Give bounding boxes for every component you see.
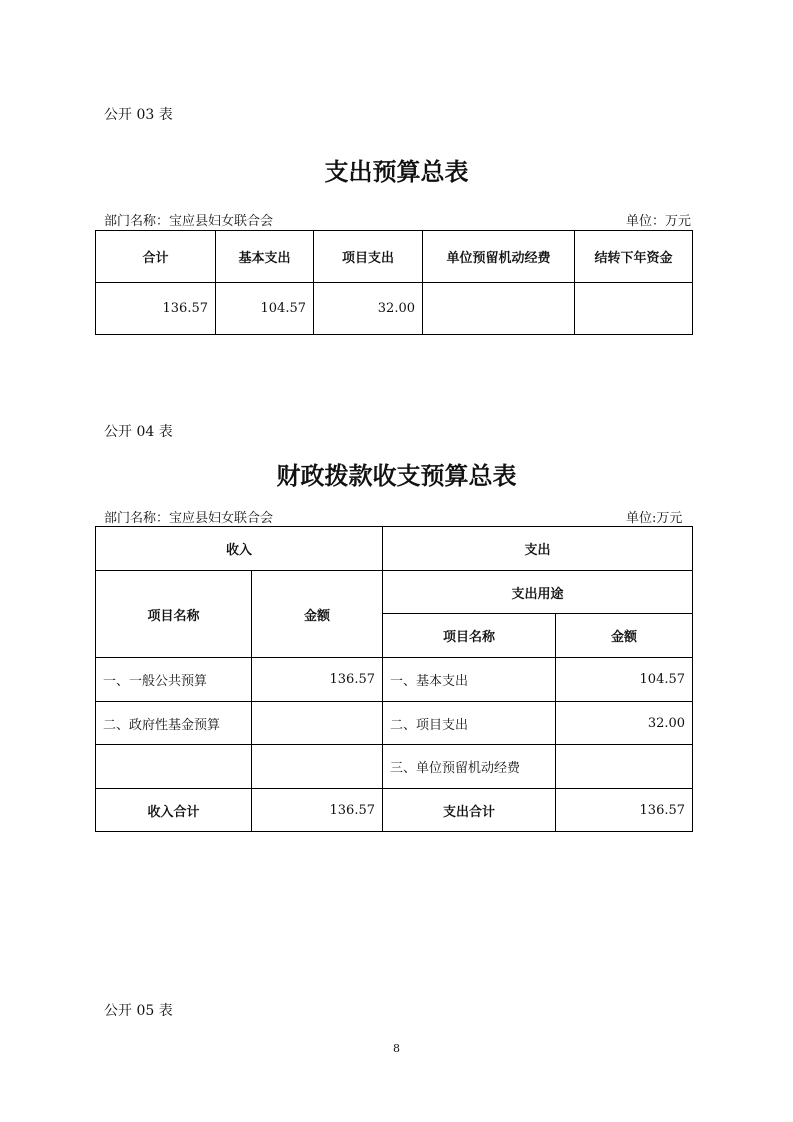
- expense-amount: [556, 745, 693, 789]
- expense-item-name-header: 项目名称: [383, 614, 556, 658]
- income-total-amount: 136.57: [252, 789, 383, 832]
- header-basic-expense: 基本支出: [216, 231, 314, 283]
- income-item-name: 一、一般公共预算: [96, 658, 252, 702]
- header-carryover-fund: 结转下年资金: [575, 231, 693, 283]
- expense-use-header: 支出用途: [383, 571, 693, 614]
- value-basic-expense: 104.57: [216, 283, 314, 335]
- table-row: [96, 702, 693, 745]
- dept-name-03: 部门名称：宝应县妇女联合会: [104, 214, 274, 229]
- income-total-label: 收入合计: [96, 789, 252, 832]
- expense-item-name: 一、基本支出: [383, 658, 556, 702]
- value-reserved-fund: [423, 283, 575, 335]
- expense-item-name: 二、项目支出: [383, 702, 556, 745]
- fiscal-budget-table: [95, 526, 693, 832]
- income-item-name: [96, 745, 252, 789]
- header-project-expense: 项目支出: [314, 231, 423, 283]
- unit-04: 单位:万元: [626, 511, 683, 526]
- unit-03: 单位：万元: [626, 214, 692, 229]
- expense-amount: 32.00: [556, 702, 693, 745]
- expense-amount-header: 金额: [556, 614, 693, 658]
- table-row: [96, 658, 693, 702]
- value-carryover-fund: [575, 283, 693, 335]
- fiscal-budget-title: 财政拨款收支预算总表: [276, 461, 517, 490]
- income-amount: [252, 702, 383, 745]
- expense-header: 支出: [383, 527, 693, 571]
- income-item-name-header: 项目名称: [96, 571, 252, 658]
- expenditure-budget-title: 支出预算总表: [324, 157, 469, 186]
- expense-item-name: 三、单位预留机动经费: [383, 745, 556, 789]
- table-code-05: 公开 05 表: [104, 1003, 173, 1019]
- expenditure-budget-table: [95, 230, 693, 335]
- value-project-expense: 32.00: [314, 283, 423, 335]
- income-item-name: 二、政府性基金预算: [96, 702, 252, 745]
- header-reserved-fund: 单位预留机动经费: [423, 231, 575, 283]
- dept-name-04: 部门名称：宝应县妇女联合会: [104, 511, 274, 526]
- header-total: 合计: [96, 231, 216, 283]
- income-header: 收入: [96, 527, 383, 571]
- page-number: 8: [393, 1042, 400, 1055]
- total-row: [96, 789, 693, 832]
- income-amount: 136.57: [252, 658, 383, 702]
- expense-total-amount: 136.57: [556, 789, 693, 832]
- income-amount: [252, 745, 383, 789]
- expense-amount: 104.57: [556, 658, 693, 702]
- income-amount-header: 金额: [252, 571, 383, 658]
- expense-total-label: 支出合计: [383, 789, 556, 832]
- value-total: 136.57: [96, 283, 216, 335]
- table-row: [96, 745, 693, 789]
- table-code-04: 公开 04 表: [104, 424, 173, 440]
- table-code-03: 公开 03 表: [104, 107, 173, 123]
